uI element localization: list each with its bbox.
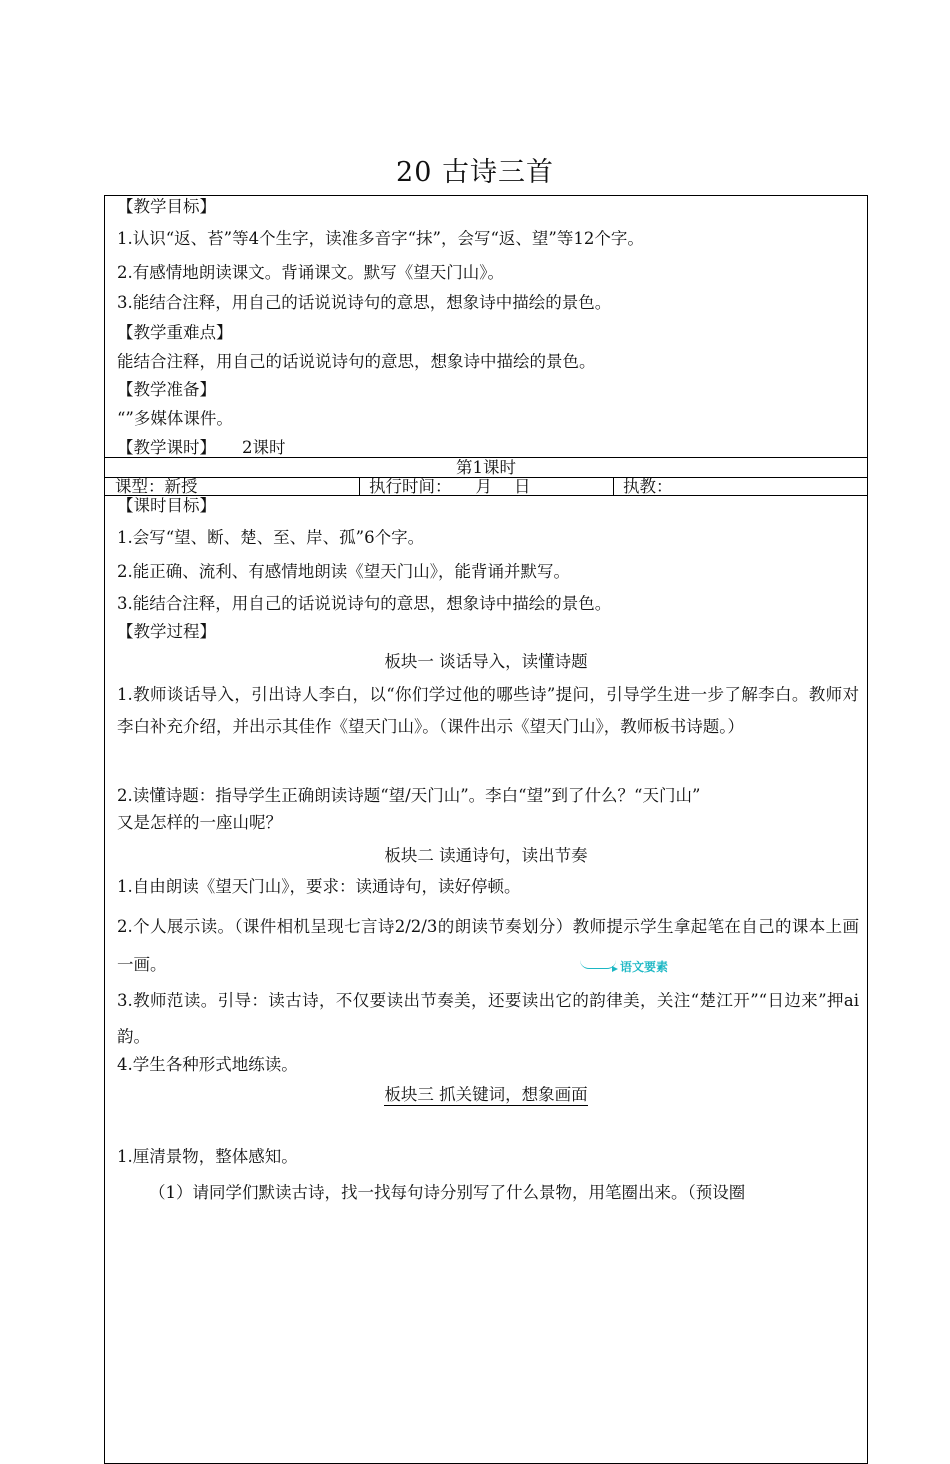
lesson-objective-item: 2.能正确、流利、有感情地朗读《望天门山》，能背诵并默写。 [117, 562, 570, 581]
block1-paragraph: 1.教师谈话导入，引出诗人李白，以“你们学过他的哪些诗”提问，引导学生进一步了解李白。教师对李白补充介绍，并出示其佳作《望天门山》。（课件出示《望天门山》，教师板书诗题。） [117, 685, 859, 736]
lesson-objective-item: 1.会写“望、断、楚、至、岸、孤”6个字。 [117, 528, 425, 547]
hours-value: 2课时 [242, 438, 286, 457]
annotation-note [580, 958, 668, 975]
key-points-heading: 【教学重难点】 [117, 323, 233, 342]
objectives-heading: 【教学目标】 [117, 197, 216, 216]
lesson-box [104, 457, 868, 1464]
preparation-text: “”多媒体课件。 [117, 409, 233, 428]
divider [359, 478, 360, 496]
block1-title: 板块一 谈话导入，读懂诗题 [384, 652, 588, 671]
time-label: 执行时间： [369, 477, 452, 496]
hours-heading: 【教学课时】 [117, 438, 216, 457]
lesson-objectives-heading: 【课时目标】 [117, 496, 216, 515]
block2-paragraph: 2.个人展示读。（课件相机呈现七言诗2/2/3的朗读节奏划分）教师提示学生拿起笔在自己的课本上画一画。 [117, 917, 859, 974]
block2-paragraph: 4.学生各种形式地练读。 [117, 1055, 298, 1074]
block2-title: 板块二 读通诗句，读出节奏 [384, 846, 588, 865]
block3-title: 板块三 抓关键词，想象画面 [384, 1085, 588, 1104]
teacher-label: 执教： [623, 477, 673, 496]
arrow-icon [580, 960, 616, 969]
page-title: 20 古诗三首 [396, 157, 554, 188]
block3-title-row [105, 1085, 867, 1105]
objective-item: 3.能结合注释，用自己的话说说诗句的意思，想象诗中描绘的景色。 [117, 293, 612, 312]
overview-box [104, 195, 868, 458]
lesson-objective-item: 3.能结合注释，用自己的话说说诗句的意思，想象诗中描绘的景色。 [117, 594, 612, 613]
objective-item: 1.认识“返、苔”等4个生字，读准多音字“抹”，会写“返、望”等12个字。 [117, 229, 644, 248]
objective-item: 2.有感情地朗读课文。背诵课文。默写《望天门山》。 [117, 263, 504, 282]
lesson-title: 第1课时 [456, 458, 516, 477]
block2-paragraph: 3.教师范读。引导：读古诗，不仅要读出节奏美，还要读出它的韵律美，关注“楚江开”“日边来”押ai韵。 [117, 991, 859, 1046]
block1-paragraph-2a: 2.读懂诗题：指导学生正确朗读诗题“望/天门山”。李白“望”到了什么？“天门山” [117, 786, 701, 805]
block3-paragraph: （1）请同学们默读古诗，找一找每句诗分别写了什么景物，用笔圈出来。（预设圈 [149, 1183, 746, 1202]
block3-paragraph: 1.厘清景物，整体感知。 [117, 1147, 298, 1166]
process-heading: 【教学过程】 [117, 622, 216, 641]
annotation-text: 语文要素 [620, 960, 669, 974]
month-label: 月 [475, 477, 492, 496]
block1-paragraph-2b: 又是怎样的一座山呢？ [117, 813, 282, 832]
lesson-type: 课型：新授 [115, 477, 198, 496]
day-label: 日 [514, 477, 531, 496]
preparation-heading: 【教学准备】 [117, 380, 216, 399]
lesson-time [369, 477, 531, 497]
hours-row [117, 438, 286, 458]
block2-paragraph: 1.自由朗读《望天门山》，要求：读通诗句，读好停顿。 [117, 877, 521, 896]
divider [613, 478, 614, 496]
divider [105, 495, 867, 496]
key-points-text: 能结合注释，用自己的话说说诗句的意思，想象诗中描绘的景色。 [117, 352, 596, 371]
